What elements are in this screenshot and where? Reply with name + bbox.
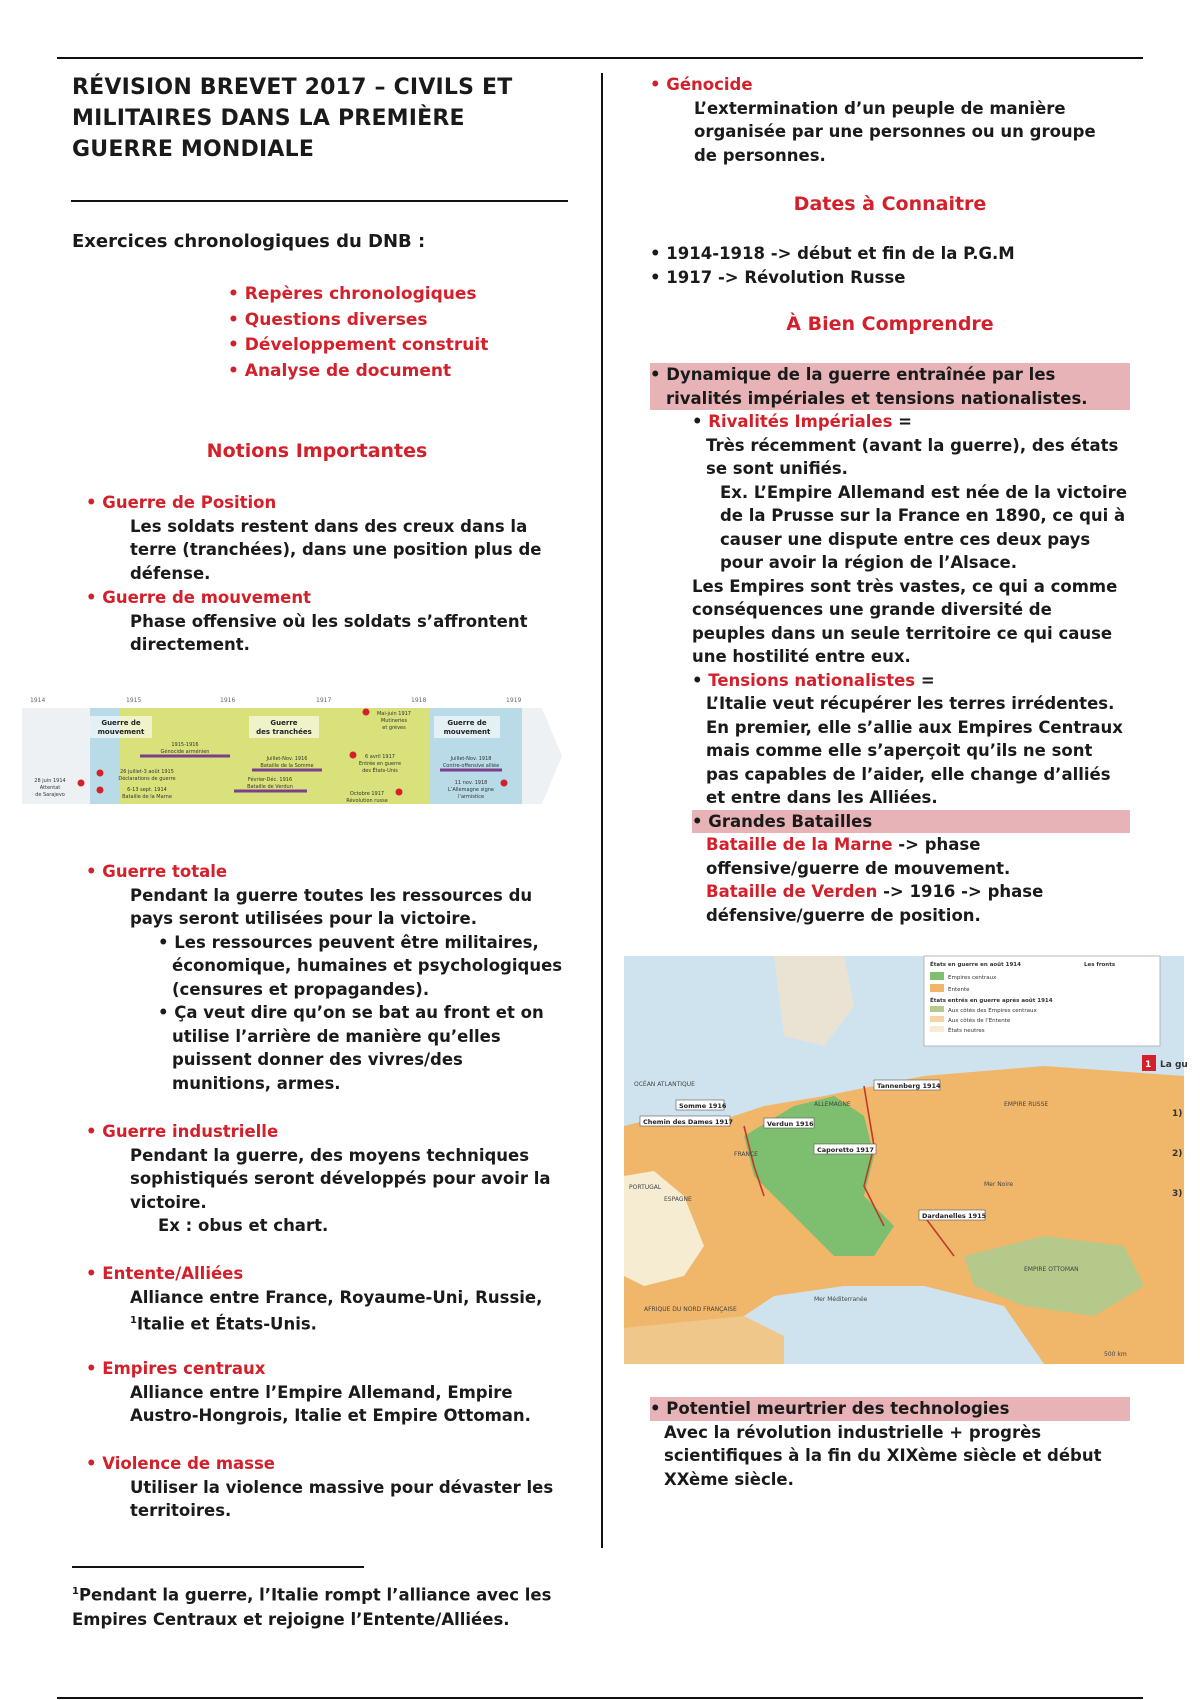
notion-definition: Alliance entre l’Empire Allemand, Empire Austro-Hongrois, Italie et Empire Ottoman. xyxy=(130,1382,531,1425)
event-text: Bataille de la Somme xyxy=(260,763,314,769)
event-text: Déclarations de guerre xyxy=(118,776,176,782)
rivalites-bullet: • xyxy=(692,412,709,431)
phase-label: des tranchées xyxy=(256,728,312,736)
legend-swatch xyxy=(930,1016,944,1022)
question-label: 3) xyxy=(1172,1189,1183,1199)
legend-text: Aux côtés de l’Entente xyxy=(948,1018,1011,1024)
dynamique-text: Dynamique de la guerre entraînée par les rivalités impériales et tensions nationalistes. xyxy=(666,365,1088,408)
map-place: ALLEMAGNE xyxy=(814,1101,851,1108)
event-text: Juillet-Nov. 1916 xyxy=(266,756,308,762)
year-tick: 1916 xyxy=(220,697,236,704)
notion-guerre-totale xyxy=(86,860,566,1095)
figure-badge-number: 1 xyxy=(1145,1060,1152,1070)
notion-definition: Phase offensive où les soldats s’affrontent directement. xyxy=(130,611,528,654)
exercise-item: • Questions diverses xyxy=(228,308,488,334)
verden-def: -> 1916 -> phase défensive/guerre de position. xyxy=(706,882,1044,925)
question-label: 1) xyxy=(1172,1109,1183,1119)
event-text: et grèves xyxy=(382,725,406,731)
year-tick: 1914 xyxy=(30,697,46,704)
event-text: Contre-offensive alliée xyxy=(442,763,500,769)
event-text: Juillet-Nov. 1918 xyxy=(450,756,492,762)
title-rule xyxy=(71,200,568,202)
event-text: Bataille de la Marne xyxy=(122,794,172,800)
marne-def: -> phase offensive/guerre de mouvement. xyxy=(706,835,1011,878)
tensions-bullet: • xyxy=(692,670,709,690)
dynamique-bullet: • xyxy=(650,365,667,384)
notion-example: Ex : obus et chart. xyxy=(158,1216,329,1235)
year-tick: 1917 xyxy=(316,697,332,704)
exercise-list xyxy=(228,282,488,384)
comprendre-heading: À Bien Comprendre xyxy=(786,313,994,335)
entente-text-a: Alliance entre France, Royaume-Uni, Russie, xyxy=(130,1287,543,1307)
notion-subitem: • Les ressources peuvent être militaires, économique, humaines et psychologiques (censures et propagandes). xyxy=(158,931,566,1002)
dates-list xyxy=(650,242,1130,289)
exercise-item: • Développement construit xyxy=(228,333,488,359)
dates-heading: Dates à Connaitre xyxy=(793,193,987,215)
event-dot xyxy=(350,752,357,759)
year-tick: 1915 xyxy=(126,697,142,704)
bottom-rule xyxy=(57,1697,1143,1699)
map-place: AFRIQUE DU NORD FRANÇAISE xyxy=(644,1306,737,1313)
event-text: Bataille de Verdun xyxy=(247,784,293,790)
notion-definition: Pendant la guerre toutes les ressources du pays seront utilisées pour la victoire. xyxy=(130,885,533,928)
marne-line xyxy=(706,833,1130,880)
map-place: OCÉAN ATLANTIQUE xyxy=(634,1081,695,1088)
footnote-rule xyxy=(72,1566,364,1568)
question-label: 2) xyxy=(1172,1149,1183,1159)
event-text: l’armistice xyxy=(457,794,485,800)
event-dot xyxy=(78,780,85,787)
notion-term: • Violence de masse xyxy=(86,1452,566,1476)
footnote-ref: 1 xyxy=(130,1315,137,1326)
batailles-block xyxy=(692,810,1130,928)
event-text: Octobre 1917 xyxy=(349,791,385,797)
tensions-block xyxy=(692,669,1130,810)
map-scale: 500 km xyxy=(1104,1351,1127,1358)
potentiel-title: Potentiel meurtrier des technologies xyxy=(666,1399,1010,1418)
notion-definition: Pendant la guerre, des moyens techniques sophistiqués seront développés pour avoir la victoire. xyxy=(130,1145,551,1212)
event-text: 1915-1916 xyxy=(171,742,199,748)
rivalites-eq: = xyxy=(892,412,913,431)
notion-genocide xyxy=(650,73,1120,167)
verden-line xyxy=(706,880,1130,927)
phase-label: Guerre de xyxy=(101,719,141,727)
event-text: Attentat xyxy=(39,785,61,791)
event-text: Février-Déc. 1916 xyxy=(247,777,293,783)
notion-term: • Génocide xyxy=(650,73,1120,97)
legend-text: États neutres xyxy=(948,1028,985,1034)
event-text: 6 avril 1917 xyxy=(365,754,395,760)
rivalites-example: Ex. L’Empire Allemand est née de la victoire de la Prusse sur la France en 1890, ce qui à causer une dispute entre ces deux pays pour avoir la région de l’Alsace. xyxy=(720,482,1128,572)
batailles-title-line xyxy=(692,810,1130,834)
event-text: 11 nov. 1918 xyxy=(454,780,488,786)
europe-map xyxy=(624,956,1188,1364)
phase-label: mouvement xyxy=(97,728,145,736)
battle-label: Tannenberg 1914 xyxy=(877,1082,941,1090)
map-place: FRANCE xyxy=(734,1151,758,1158)
top-rule xyxy=(57,57,1143,59)
event-dot xyxy=(97,787,104,794)
battle-label: Caporetto 1917 xyxy=(817,1146,874,1154)
event-dot xyxy=(363,709,370,716)
legend-swatch xyxy=(930,984,944,992)
legend-swatch xyxy=(930,972,944,980)
notion-violence-masse xyxy=(86,1452,566,1523)
battle-label: Somme 1916 xyxy=(679,1102,727,1110)
batailles-title: Grandes Batailles xyxy=(708,811,873,831)
legend-text: Empires centraux xyxy=(948,975,997,981)
legend-swatch xyxy=(930,1026,944,1032)
footnote-text: Pendant la guerre, l’Italie rompt l’alliance avec les Empires Centraux et rejoigne l’Entente/Alliées. xyxy=(72,1585,552,1629)
date-item: • 1914-1918 -> début et fin de la P.G.M xyxy=(650,242,1130,266)
notion-guerre-position xyxy=(86,491,566,585)
potentiel-title-line xyxy=(650,1397,1130,1421)
entente-text-b: Italie et États-Unis. xyxy=(136,1314,317,1334)
event-text: L’Allemagne signe xyxy=(447,787,495,793)
map-place: ESPAGNE xyxy=(664,1196,692,1203)
notion-term: • Guerre industrielle xyxy=(86,1120,566,1144)
marne-term: Bataille de la Marne xyxy=(706,835,893,854)
event-text: Révolution russe xyxy=(346,798,388,804)
tensions-term: Tensions nationalistes xyxy=(708,670,916,690)
year-tick: 1918 xyxy=(411,697,427,704)
rivalites-line xyxy=(692,410,1130,434)
map-graphic xyxy=(624,956,1188,1364)
event-text: Entrée en guerre xyxy=(358,761,402,767)
phase-label: Guerre de xyxy=(447,719,487,727)
notion-empires-centraux xyxy=(86,1357,566,1428)
event-text: 26 juillet-3 août 1915 xyxy=(120,769,174,775)
rivalites-def: Très récemment (avant la guerre), des états se sont unifiés. xyxy=(706,435,1119,478)
notion-definition: L’extermination d’un peuple de manière organisée par une personnes ou un groupe de personnes. xyxy=(694,98,1096,165)
event-dot xyxy=(396,789,403,796)
dynamique-block xyxy=(650,363,1130,410)
legend-text: Entente xyxy=(948,987,970,993)
legend-text: Aux côtés des Empires centraux xyxy=(948,1008,1037,1014)
date-item: • 1917 -> Révolution Russe xyxy=(650,266,1130,290)
notion-subitem: • Ça veut dire qu’on se bat au front et on utilise l’arrière de manière qu’elles puissent donner des vivres/des munitions, armes. xyxy=(158,1001,566,1095)
batailles-bullet: • xyxy=(692,811,709,831)
rivalites-block xyxy=(692,410,1130,575)
potentiel-section xyxy=(650,1397,1130,1491)
notion-term: • Guerre de mouvement xyxy=(86,586,566,610)
notion-term: • Guerre de Position xyxy=(86,491,566,515)
potentiel-def: Avec la révolution industrielle + progrès scientifiques à la fin du XIXème siècle et début XXème siècle. xyxy=(664,1422,1102,1489)
map-place: PORTUGAL xyxy=(629,1184,662,1191)
legend-swatch xyxy=(930,1006,944,1012)
notion-term: • Entente/Alliées xyxy=(86,1262,566,1286)
footnote-mark: 1 xyxy=(72,1586,79,1597)
notions-heading: Notions Importantes xyxy=(206,440,428,462)
event-text: Mai-juin 1917 xyxy=(376,711,412,717)
tensions-eq: = xyxy=(915,670,935,690)
phase-label: Guerre xyxy=(270,719,298,727)
event-text: 28 juin 1914 xyxy=(34,778,66,784)
event-text: Mutineries xyxy=(380,718,408,724)
legend-text: États entrés en guerre après août 1914 xyxy=(930,998,1053,1004)
column-divider xyxy=(601,73,603,1548)
tensions-def: L’Italie veut récupérer les terres irrédentes. En premier, elle s’allie aux Empires Centraux mais comme elle s’aperçoit qu’ils ne sont pas capables de l’aider, elle change d’alliés et entre dans les Alliées. xyxy=(706,694,1123,807)
notion-sublist xyxy=(86,931,566,1096)
event-text: de Sarajevo xyxy=(35,792,65,798)
timeline-graphic xyxy=(22,690,562,820)
map-place: EMPIRE RUSSE xyxy=(1004,1101,1049,1108)
notion-term: • Empires centraux xyxy=(86,1357,566,1381)
page-title: RÉVISION BREVET 2017 – CIVILS ET MILITAIRES DANS LA PREMIÈRE GUERRE MONDIALE xyxy=(72,75,513,162)
notion-guerre-industrielle xyxy=(86,1120,566,1238)
event-dot xyxy=(97,770,104,777)
notion-term: • Guerre totale xyxy=(86,860,566,884)
empires-text: Les Empires sont très vastes, ce qui a comme conséquences une grande diversité de peuples dans un seule territoire ce qui cause une hostilité entre eux. xyxy=(692,576,1118,666)
figure-badge-text: La gu xyxy=(1160,1060,1188,1070)
event-text: 6-13 sept. 1914 xyxy=(127,787,167,793)
map-place: Mer Noire xyxy=(984,1181,1014,1188)
battle-label: Dardanelles 1915 xyxy=(922,1212,987,1220)
battle-label: Chemin des Dames 1917 xyxy=(643,1118,734,1126)
exercise-item: • Analyse de document xyxy=(228,359,488,385)
map-place: Mer Méditerranée xyxy=(814,1296,868,1303)
map-place: EMPIRE OTTOMAN xyxy=(1024,1266,1079,1273)
timeline-figure xyxy=(22,690,562,820)
legend-text: Les fronts xyxy=(1084,962,1116,968)
rivalites-term: Rivalités Impériales xyxy=(708,412,893,431)
event-text: Génocide arménien xyxy=(160,749,210,755)
battle-label: Verdun 1916 xyxy=(767,1120,814,1128)
notion-definition: Utiliser la violence massive pour dévaster les territoires. xyxy=(130,1477,554,1520)
notion-entente xyxy=(86,1262,566,1336)
comprendre-section xyxy=(650,363,1130,927)
potentiel-bullet: • xyxy=(650,1399,667,1418)
phase-label: mouvement xyxy=(443,728,491,736)
notion-definition xyxy=(130,1286,566,1337)
exercise-item: • Repères chronologiques xyxy=(228,282,488,308)
notion-guerre-mouvement xyxy=(86,586,566,657)
intro-label: Exercices chronologiques du DNB : xyxy=(72,231,426,252)
year-tick: 1919 xyxy=(506,697,522,704)
legend-text: États en guerre en août 1914 xyxy=(930,962,1021,968)
event-dot xyxy=(501,780,508,787)
footnote xyxy=(72,1580,562,1632)
tensions-line xyxy=(692,669,1130,693)
event-text: des États-Unis xyxy=(362,768,398,774)
notion-definition: Les soldats restent dans des creux dans la terre (tranchées), dans une position plus de défense. xyxy=(130,516,542,583)
verden-term: Bataille de Verden xyxy=(706,882,878,901)
